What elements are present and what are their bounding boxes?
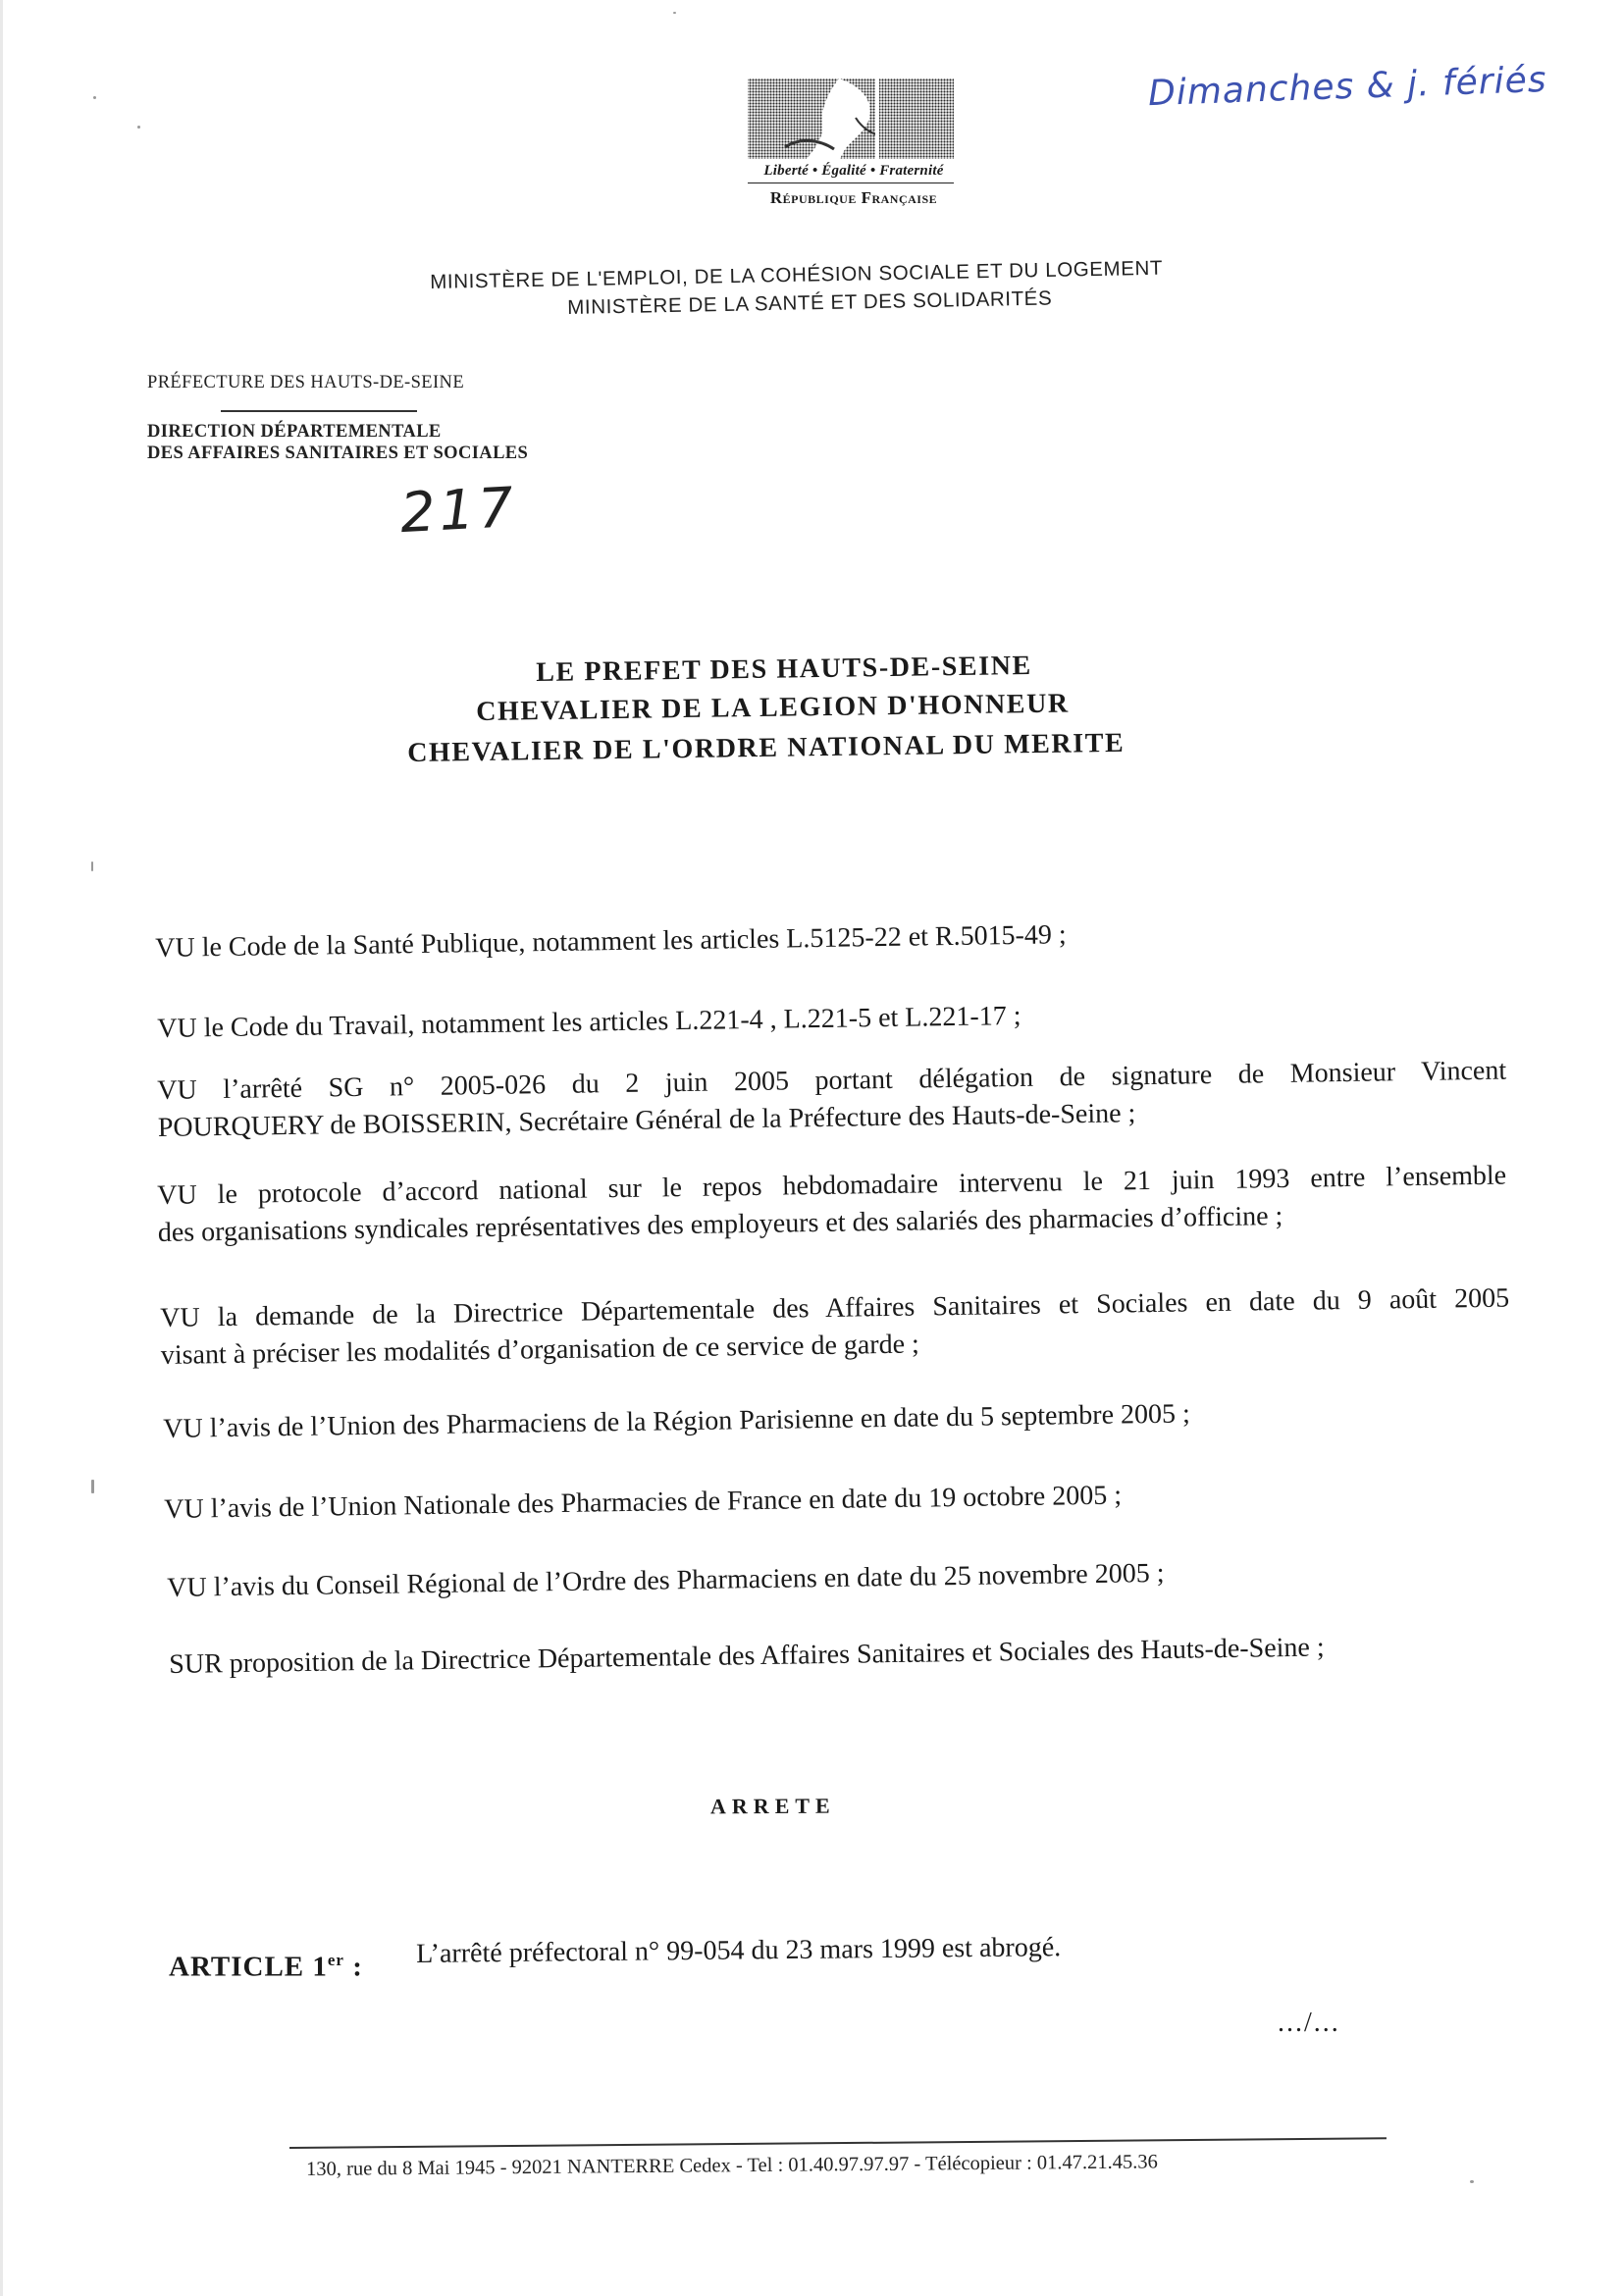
footer-address: 130, rue du 8 Mai 1945 - 92021 NANTERRE Cedex - Tel : 01.40.97.97.97 - Télécopieur : 01.47.21.45.36	[306, 2151, 1158, 2180]
consideration-line: VU la demande de la Directrice Départementale des Affaires Sanitaires et Sociales en date du 9 août 2005	[160, 1282, 1510, 1333]
consideration-line: VU le Code du Travail, notamment les articles L.221-4 , L.221-5 et L.221-17 ;	[157, 1000, 1021, 1044]
handwritten-number: 217	[398, 475, 519, 547]
consideration-paragraph	[155, 916, 1067, 967]
direction-line-2: DES AFFAIRES SANITAIRES ET SOCIALES	[147, 444, 529, 463]
consideration-paragraph	[164, 1478, 1122, 1529]
article-label-suffix: :	[343, 1951, 363, 1983]
consideration-line: des organisations syndicales représentatives des employeurs et des salariés des pharmacies d’officine ;	[157, 1200, 1283, 1248]
prefecture-divider	[221, 410, 417, 412]
consideration-paragraph	[157, 1053, 1507, 1147]
ministry-line-2: MINISTÈRE DE LA SANTÉ ET DES SOLIDARITÉS	[567, 287, 1053, 319]
scan-speck	[93, 96, 96, 99]
scan-speck	[1470, 2180, 1474, 2183]
article-label-text: ARTICLE 1	[169, 1951, 328, 1983]
consideration-line: POURQUERY de BOISSERIN, Secrétaire Général de la Préfecture des Hauts-de-Seine ;	[157, 1098, 1136, 1143]
decision-heading: ARRETE	[709, 1793, 836, 1819]
scan-speck	[91, 861, 93, 871]
republic-name: République Française	[769, 188, 938, 207]
handwritten-note: Dimanches & j. fériés	[1147, 59, 1548, 115]
ministry-line-1: MINISTÈRE DE L'EMPLOI, DE LA COHÉSION SOCIALE ET DU LOGEMENT	[430, 256, 1164, 293]
proposal-line: SUR proposition de la Directrice Départementale des Affaires Sanitaires et Sociales des Hauts-de-Seine ;	[169, 1632, 1325, 1680]
scan-speck	[91, 1480, 94, 1493]
scan-speck	[673, 12, 676, 14]
consideration-paragraph	[167, 1555, 1165, 1607]
consideration-line: visant à préciser les modalités d’organisation de ce service de garde ;	[160, 1329, 920, 1371]
article-1-text: L’arrêté préfectoral n° 99-054 du 23 mars 1999 est abrogé.	[416, 1932, 1062, 1969]
consideration-paragraph	[160, 1280, 1510, 1375]
consideration-line: VU le protocole d’accord national sur le repos hebdomadaire intervenu le 21 juin 1993 entre l’ensemble	[157, 1160, 1507, 1211]
consideration-paragraph	[157, 1158, 1507, 1252]
direction-line-1: DIRECTION DÉPARTEMENTALE	[147, 422, 442, 442]
republic-motto: Liberté • Égalité • Fraternité	[763, 163, 944, 179]
prefecture-name: PRÉFECTURE DES HAUTS-DE-SEINE	[147, 373, 465, 392]
consideration-line: VU l’avis de l’Union des Pharmaciens de la Région Parisienne en date du 5 septembre 2005 ;	[163, 1398, 1191, 1444]
consideration-line: VU l’avis de l’Union Nationale des Pharmacies de France en date du 19 octobre 2005 ;	[164, 1480, 1123, 1525]
continuation-mark: .../...	[1278, 2008, 1340, 2038]
title-line-1: LE PREFET DES HAUTS-DE-SEINE	[536, 650, 1033, 688]
footer-divider	[289, 2137, 1387, 2149]
consideration-line: VU l’avis du Conseil Régional de l’Ordre des Pharmaciens en date du 25 novembre 2005 ;	[167, 1557, 1165, 1603]
scan-speck	[137, 126, 140, 129]
consideration-paragraph	[157, 998, 1021, 1048]
consideration-paragraph	[163, 1395, 1190, 1448]
article-label-sup: er	[327, 1951, 344, 1969]
consideration-line: VU le Code de la Santé Publique, notamment les articles L.5125-22 et R.5015-49 ;	[155, 919, 1067, 964]
consideration-line: VU l’arrêté SG n° 2005-026 du 2 juin 2005 portant délégation de signature de Monsieur Vincent	[157, 1055, 1507, 1106]
page-edge	[0, 0, 3, 2296]
proposal-paragraph	[169, 1630, 1325, 1684]
title-line-3: CHEVALIER DE L'ORDRE NATIONAL DU MERITE	[407, 727, 1126, 768]
title-line-2: CHEVALIER DE LA LEGION D'HONNEUR	[476, 688, 1070, 727]
article-1-label	[169, 1951, 363, 1984]
